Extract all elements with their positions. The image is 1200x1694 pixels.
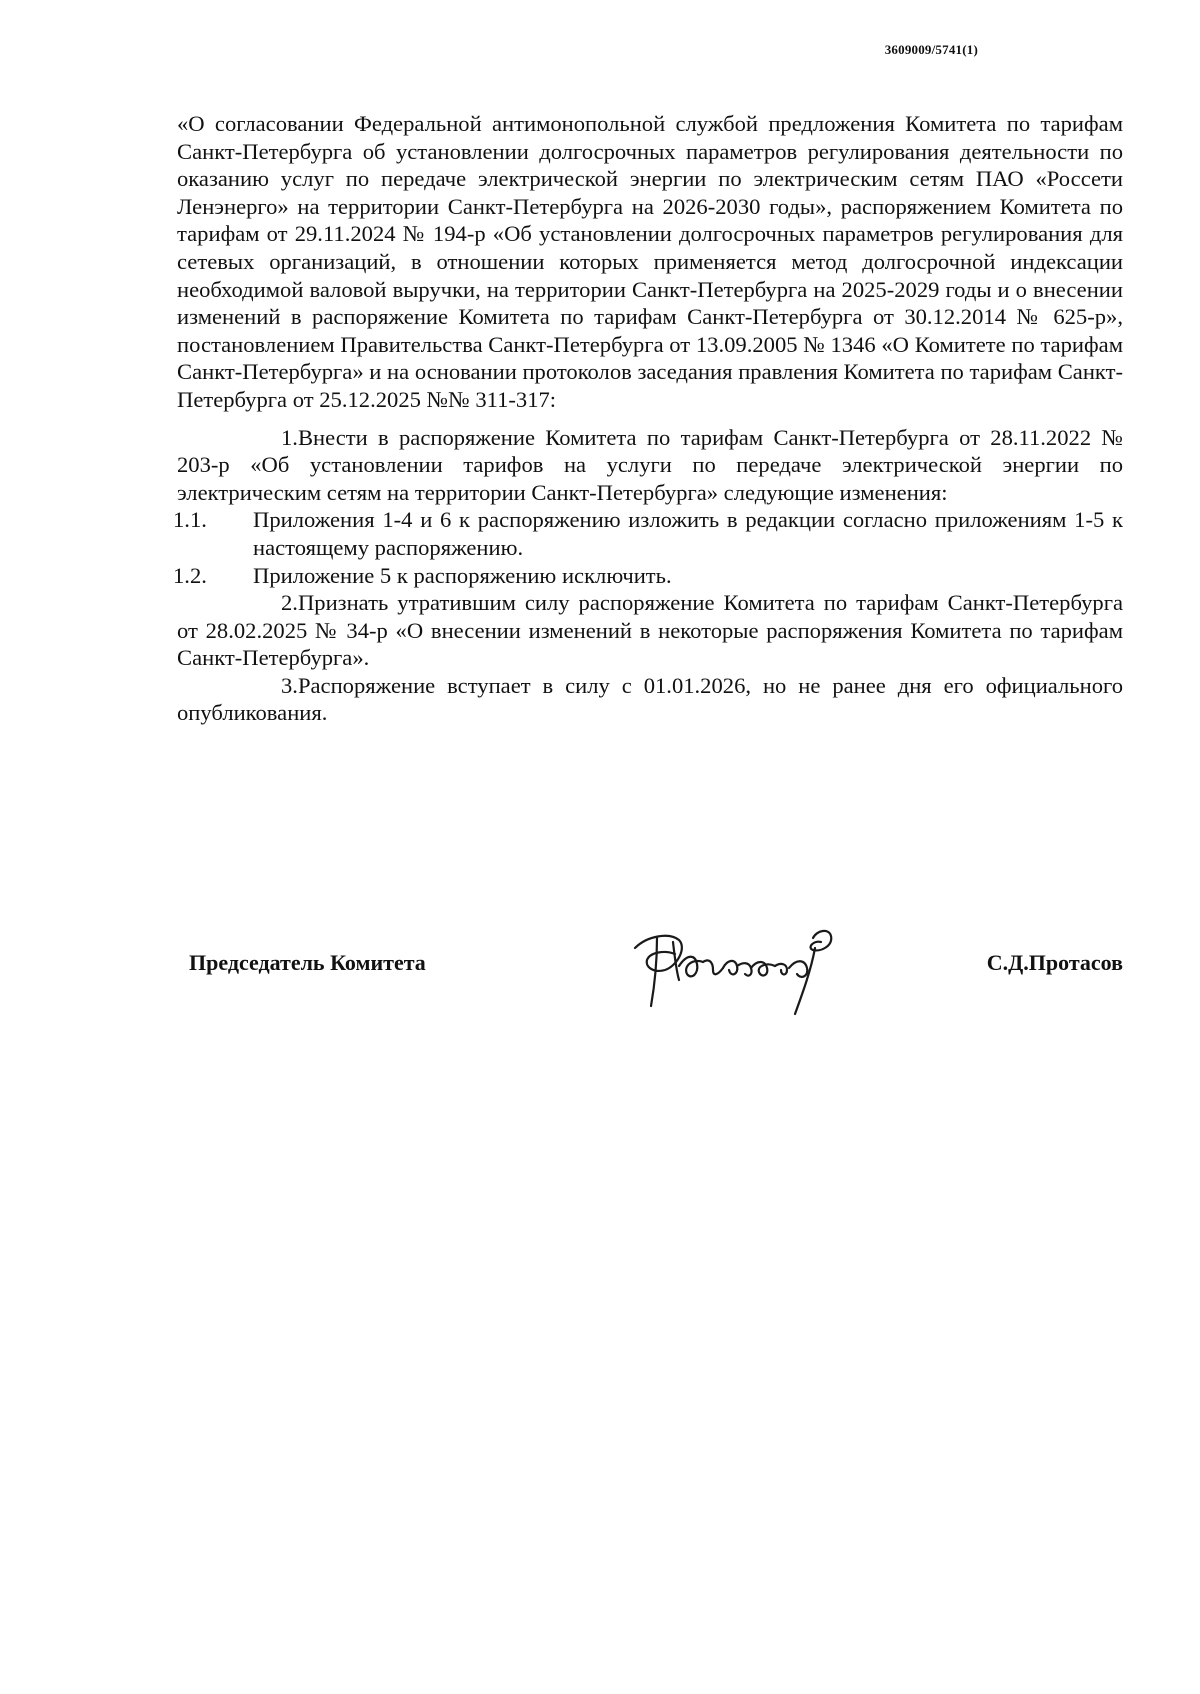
item-text: Внести в распоряжение Комитета по тарифам Санкт-Петербурга от 28.11.2022 № 203-р «Об установлении тарифов на услуги по передаче электрической энергии по электрическим сетям на территории Санкт-Петербурга» следующие изменения: xyxy=(177,424,1123,505)
document-body xyxy=(173,110,1123,727)
document-number: 3609009/5741(1) xyxy=(884,42,978,57)
item-text: Приложения 1-4 и 6 к распоряжению изложить в редакции согласно приложениям 1-5 к настоящему распоряжению. xyxy=(253,507,1123,560)
item-number: 1. xyxy=(281,424,298,450)
list-subitem xyxy=(173,506,1123,561)
item-number: 1.2. xyxy=(173,562,207,588)
item-text: Распоряжение вступает в силу с 01.01.2026, но не ранее дня его официального опубликования. xyxy=(177,672,1123,726)
list-item xyxy=(177,424,1123,507)
item-number: 2. xyxy=(281,590,298,616)
list-subitem xyxy=(173,562,1123,590)
handwritten-signature xyxy=(617,918,867,1018)
list-item xyxy=(177,672,1123,727)
list-item xyxy=(177,589,1123,672)
item-number: 1.1. xyxy=(173,507,207,533)
item-number: 3. xyxy=(281,672,298,698)
signatory-title: Председатель Комитета xyxy=(189,950,426,975)
intro-paragraph: «О согласовании Федеральной антимонопольной службой предложения Комитета по тарифам Санкт-Петербурга об установлении долгосрочных параметров регулирования деятельности по оказанию услуг по передаче электрической энергии по электрическим сетям ПАО «Россети Ленэнерго» на территории Санкт-Петербурга на 2026-2030 годы», распоряжением Комитета по тарифам от 29.11.2024 № 194-р «Об установлении долгосрочных параметров регулирования для сетевых организаций, в отношении которых применяется метод долгосрочной индексации необходимой валовой выручки, на территории Санкт-Петербурга на 2025-2029 годы и о внесении изменений в распоряжение Комитета по тарифам Санкт-Петербурга от 30.12.2014 № 625-р», постановлением Правительства Санкт-Петербурга от 13.09.2005 № 1346 «О Комитете по тарифам Санкт-Петербурга» и на основании протоколов заседания правления Комитета по тарифам Санкт-Петербурга от 25.12.2025 №№ 311-317: xyxy=(177,111,1123,412)
signature-block xyxy=(177,928,1123,1008)
item-text: Признать утратившим силу распоряжение Комитета по тарифам Санкт-Петербурга от 28.02.2025 № 34-р «О внесении изменений в некоторые распоряжения Комитета по тарифам Санкт-Петербурга». xyxy=(177,590,1123,671)
item-text: Приложение 5 к распоряжению исключить. xyxy=(253,562,672,588)
signatory-name: С.Д.Протасов xyxy=(986,950,1123,975)
